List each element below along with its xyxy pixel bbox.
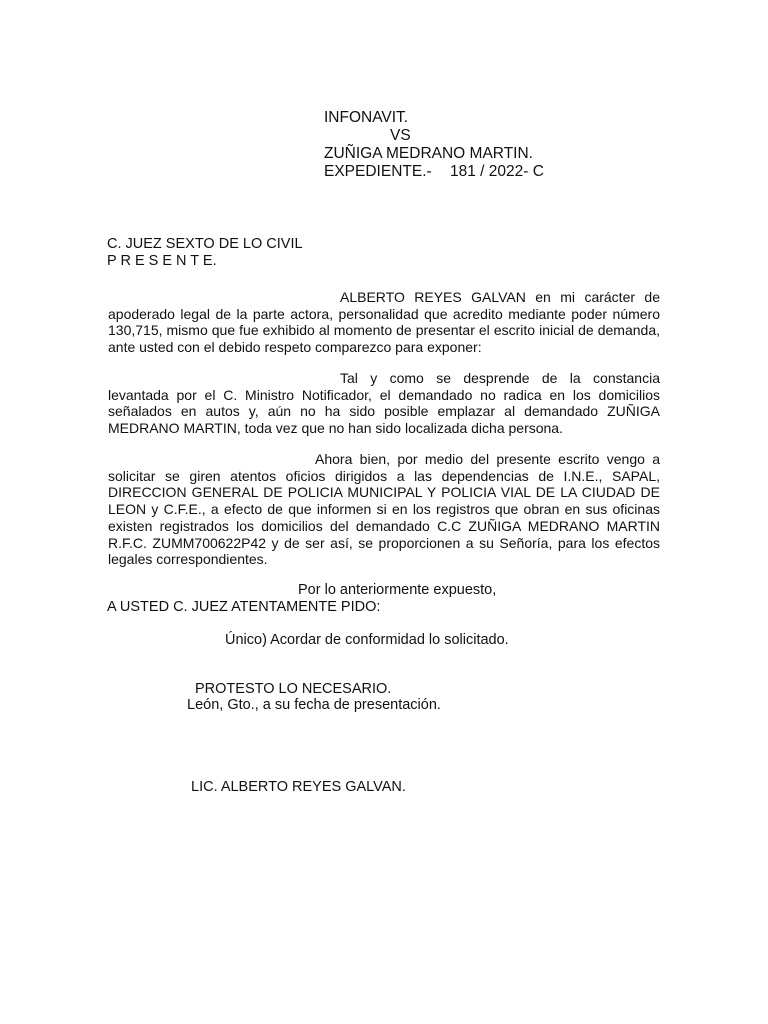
header-line-defendant: ZUÑIGA MEDRANO MARTIN. — [324, 145, 533, 162]
expediente-label: EXPEDIENTE.- — [324, 163, 432, 180]
header-line-infonavit: INFONAVIT. — [324, 109, 409, 126]
signature-name: LIC. ALBERTO REYES GALVAN. — [191, 779, 406, 795]
closing-pido: A USTED C. JUEZ ATENTAMENTE PIDO: — [107, 599, 381, 615]
addressee-presente: P R E S E N T E. — [107, 253, 217, 269]
header-line-vs: VS — [390, 127, 411, 144]
place-date-line: León, Gto., a su fecha de presentación. — [187, 697, 441, 713]
paragraph-facts — [108, 370, 660, 437]
paragraph-request-text: Ahora bien, por medio del presente escrito vengo a solicitar se giren atentos oficios dirigidos a las dependencias de I.N.E., SAPAL, DIRECCION GENERAL DE POLICIA MUNICIPAL Y POLICIA VIAL DE LA CIUDAD DE LEON y C.F.E., a efecto de que informen si en los registros que obran en sus oficinas existen registrados los domicilios del demandado C.C ZUÑIGA MEDRANO MARTIN R.F.C. ZUMM700622P42 y de ser así, se proporcionen a su Señoría, para los efectos legales correspondientes. — [108, 451, 660, 568]
paragraph-introduction-text: ALBERTO REYES GALVAN en mi carácter de apoderado legal de la parte actora, personalidad que acredito mediante poder número 130,715, mismo que fue exhibido al momento de presentar el escrito inicial de demanda, ante usted con el debido respeto comparezco para exponer: — [108, 289, 660, 356]
protesto-line: PROTESTO LO NECESARIO. — [195, 681, 392, 697]
closing-expuesto: Por lo anteriormente expuesto, — [298, 582, 497, 598]
addressee-judge: C. JUEZ SEXTO DE LO CIVIL — [107, 236, 303, 252]
paragraph-facts-text: Tal y como se desprende de la constancia levantada por el C. Ministro Notificador, el demandado no radica en los domicilios señalados en autos y, aún no ha sido posible emplazar al demandado ZUÑIGA MEDRANO MARTIN, toda vez que no han sido localizada dicha persona. — [108, 370, 660, 437]
paragraph-request — [108, 451, 660, 568]
paragraph-introduction — [108, 289, 660, 356]
petition-unico: Único) Acordar de conformidad lo solicitado. — [225, 632, 509, 648]
expediente-number: 181 / 2022- C — [450, 163, 544, 180]
